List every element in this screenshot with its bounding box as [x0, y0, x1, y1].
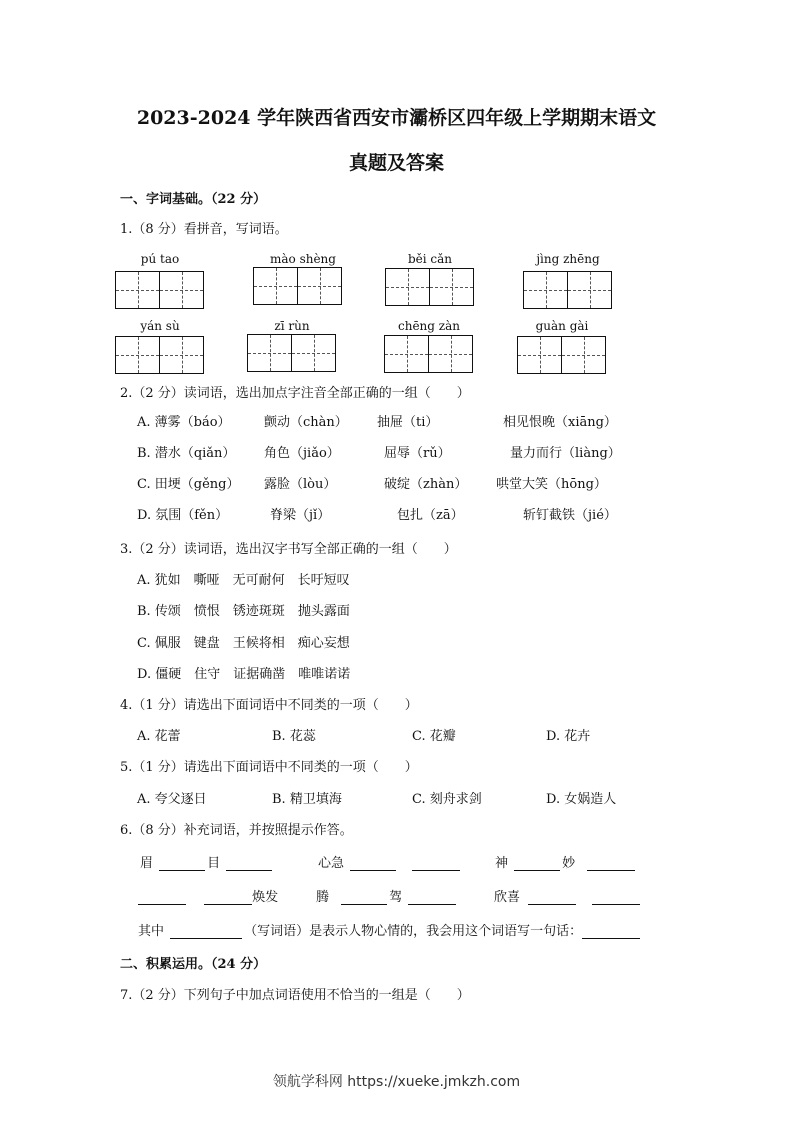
writing-grid[interactable]: [517, 336, 606, 374]
option-item: 角色（jiǎo）: [264, 446, 340, 461]
option-item: 相见恨晚（xiāng）: [503, 415, 617, 430]
blank-field[interactable]: [226, 856, 272, 871]
writing-grid[interactable]: [253, 267, 342, 305]
writing-grid[interactable]: [247, 334, 336, 372]
blank-field[interactable]: [587, 856, 635, 871]
question-1: 1.（8 分）看拼音，写词语。: [120, 222, 288, 237]
fill-row-2c: [494, 886, 642, 905]
writing-grid[interactable]: [115, 271, 204, 309]
pinyin-label: zī rùn: [274, 319, 310, 333]
option-c: C. 花瓣: [412, 729, 456, 744]
option-c: C. 佩服 键盘 王候将相 痴心妄想: [137, 636, 350, 651]
blank-field[interactable]: [341, 890, 387, 905]
blank-field[interactable]: [138, 890, 186, 905]
word-part: 焕发: [252, 890, 279, 905]
word-part: 欣喜: [494, 890, 521, 905]
word-part: 驾: [389, 890, 403, 905]
option-c: C. 刻舟求剑: [412, 792, 482, 807]
blank-field[interactable]: [408, 890, 456, 905]
option-d: D. 女娲造人: [546, 792, 617, 807]
question-6: 6.（8 分）补充词语，并按照提示作答。: [120, 823, 353, 838]
question-5: 5.（1 分）请选出下面词语中不同类的一项（ ）: [120, 760, 418, 775]
option-b: B. 传颂 愤恨 锈迹斑斑 抛头露面: [137, 604, 350, 619]
option-d: D. 氛围（fěn）: [137, 508, 229, 523]
fill-row-1: [140, 852, 274, 871]
option-item: 屈辱（rǔ）: [384, 446, 451, 461]
blank-field[interactable]: [528, 890, 576, 905]
option-item: 颤动（chàn）: [264, 415, 348, 430]
option-d: D. 僵硬 住守 证据确凿 唯唯诺诺: [137, 667, 351, 682]
word-part: 腾: [316, 890, 330, 905]
pinyin-label: pú tao: [140, 252, 180, 266]
section-heading-1: 一、字词基础。（22 分）: [120, 192, 267, 207]
blank-field[interactable]: [412, 856, 460, 871]
word-part: 妙: [562, 856, 576, 871]
option-item: 抽屉（ti）: [377, 415, 439, 430]
word-part: 心急: [318, 856, 345, 871]
document-title: 2023-2024 学年陕西省西安市灞桥区四年级上学期期末语文: [136, 107, 657, 129]
writing-grid[interactable]: [115, 336, 204, 374]
question-7: 7.（2 分）下列句子中加点词语使用不恰当的一组是（ ）: [120, 988, 470, 1003]
pinyin-label: yán sù: [140, 319, 180, 333]
sentence-prompt: （写词语）是表示人物心情的，我会用这个词语写一句话：: [244, 924, 583, 939]
fill-row-2: [138, 886, 278, 905]
option-a: A. 犹如 嘶哑 无可耐何 长吁短叹: [137, 573, 350, 588]
sentence-prefix: 其中: [138, 924, 165, 939]
fill-row-3: [138, 920, 640, 939]
word-part: 目: [207, 856, 221, 871]
word-part: 眉: [140, 856, 154, 871]
option-item: 露脸（lòu）: [264, 477, 337, 492]
option-b: B. 潜水（qiǎn）: [137, 446, 236, 461]
option-item: 哄堂大笑（hōng）: [496, 477, 607, 492]
blank-field[interactable]: [159, 856, 205, 871]
pinyin-label: mào shèng: [270, 252, 336, 266]
fill-row-1c: [495, 852, 637, 871]
question-4: 4.（1 分）请选出下面词语中不同类的一项（ ）: [120, 698, 418, 713]
option-item: 包扎（zā）: [397, 508, 464, 523]
pinyin-label: guàn gài: [535, 319, 589, 333]
blank-field[interactable]: [350, 856, 396, 871]
option-b: B. 精卫填海: [272, 792, 342, 807]
pinyin-label: běi cǎn: [407, 252, 453, 266]
option-item: 破绽（zhàn）: [384, 477, 468, 492]
word-part: 神: [495, 856, 509, 871]
option-c: C. 田埂（gěng）: [137, 477, 240, 492]
blank-field[interactable]: [582, 924, 640, 939]
blank-field[interactable]: [170, 924, 242, 939]
writing-grid[interactable]: [385, 268, 474, 306]
section-heading-2: 二、积累运用。（24 分）: [120, 957, 267, 972]
option-b: B. 花蕊: [272, 729, 316, 744]
option-item: 斩钉截铁（jié）: [523, 508, 617, 523]
pinyin-label: chēng zàn: [398, 319, 460, 333]
question-3: 3.（2 分）读词语，选出汉字书写全部正确的一组（ ）: [120, 542, 457, 557]
blank-field[interactable]: [204, 890, 252, 905]
fill-row-1b: [318, 852, 462, 871]
option-a: A. 薄雾（báo）: [137, 415, 231, 430]
fill-row-2b: [316, 886, 458, 905]
writing-grid[interactable]: [384, 335, 473, 373]
document-title-line2: 真题及答案: [348, 152, 444, 174]
pinyin-label: jìng zhēng: [536, 252, 600, 266]
question-2: 2.（2 分）读词语，选出加点字注音全部正确的一组（ ）: [120, 386, 470, 401]
option-a: A. 夸父逐日: [137, 792, 207, 807]
blank-field[interactable]: [514, 856, 560, 871]
option-item: 量力而行（liàng）: [510, 446, 621, 461]
option-a: A. 花蕾: [137, 729, 181, 744]
option-item: 脊梁（jǐ）: [270, 508, 331, 523]
blank-field[interactable]: [592, 890, 640, 905]
option-d: D. 花卉: [546, 729, 591, 744]
footer-watermark: 领航学科网 https://xueke.jmkzh.com: [272, 1074, 521, 1090]
writing-grid[interactable]: [523, 271, 612, 309]
